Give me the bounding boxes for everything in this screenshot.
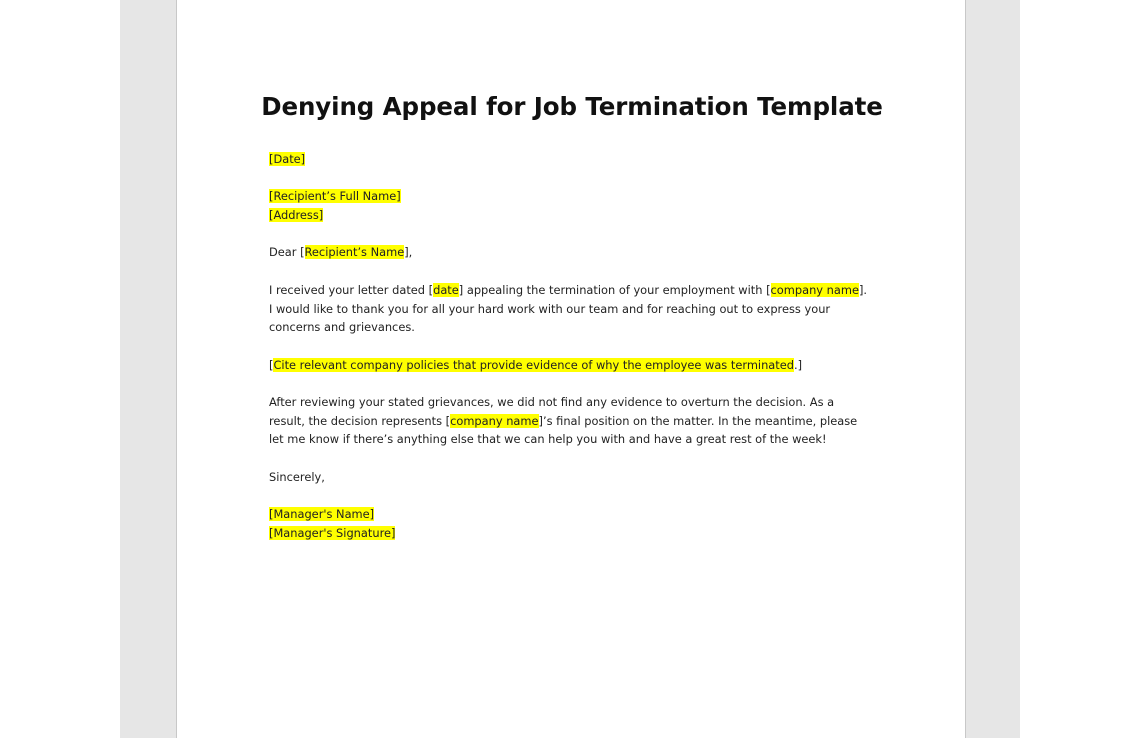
address-line — [269, 206, 889, 225]
recipient-name-placeholder: Recipient’s Name — [304, 245, 405, 260]
manager-name-placeholder: [Manager's Name] — [269, 507, 375, 522]
company-name-placeholder-2: company name — [450, 413, 539, 428]
cite-policies-line — [269, 356, 889, 375]
paragraph2-line3: let me know if there’s anything else that we can help you with and have a great rest of the week! — [269, 432, 827, 447]
manager-signature-placeholder: [Manager's Signature] — [269, 525, 396, 540]
p1-text1: I received your letter dated [ — [269, 282, 434, 297]
p2-text1: result, the decision represents [ — [269, 413, 451, 428]
document-page — [176, 0, 966, 738]
p1-text3: ]. — [858, 282, 868, 297]
paragraph1-line3: concerns and grievances. — [269, 320, 415, 335]
letter-body — [269, 150, 889, 542]
paragraph1-line2: I would like to thank you for all your hard work with our team and for reaching out to express your — [269, 301, 831, 316]
cite-close: .] — [794, 357, 803, 372]
recipient-name-line — [269, 187, 889, 206]
closing: Sincerely, — [269, 469, 325, 484]
salutation-prefix: Dear [ — [269, 245, 305, 260]
p2-text2: ]’s final position on the matter. In the meantime, please — [538, 413, 858, 428]
date-placeholder: [Date] — [269, 152, 306, 166]
paragraph2-line2 — [269, 412, 889, 431]
cite-policies-placeholder: Cite relevant company policies that provide evidence of why the employee was terminated — [273, 357, 794, 372]
document-title: Denying Appeal for Job Termination Template — [261, 92, 883, 121]
p1-text2: ] appealing the termination of your employment with [ — [458, 282, 771, 297]
address-placeholder: [Address] — [269, 208, 324, 223]
cite-open: [ — [269, 357, 274, 372]
date-line — [269, 150, 889, 169]
salutation — [269, 243, 889, 262]
salutation-suffix: ], — [404, 245, 413, 260]
company-name-placeholder: company name — [770, 282, 859, 297]
manager-name-line — [269, 505, 889, 524]
paragraph2-line1: After reviewing your stated grievances, we did not find any evidence to overturn the decision. As a — [269, 394, 835, 409]
letter-date-placeholder: date — [433, 282, 459, 297]
manager-signature-line — [269, 524, 889, 543]
paragraph1-line1 — [269, 281, 889, 300]
recipient-full-name-placeholder: [Recipient’s Full Name] — [269, 189, 401, 204]
